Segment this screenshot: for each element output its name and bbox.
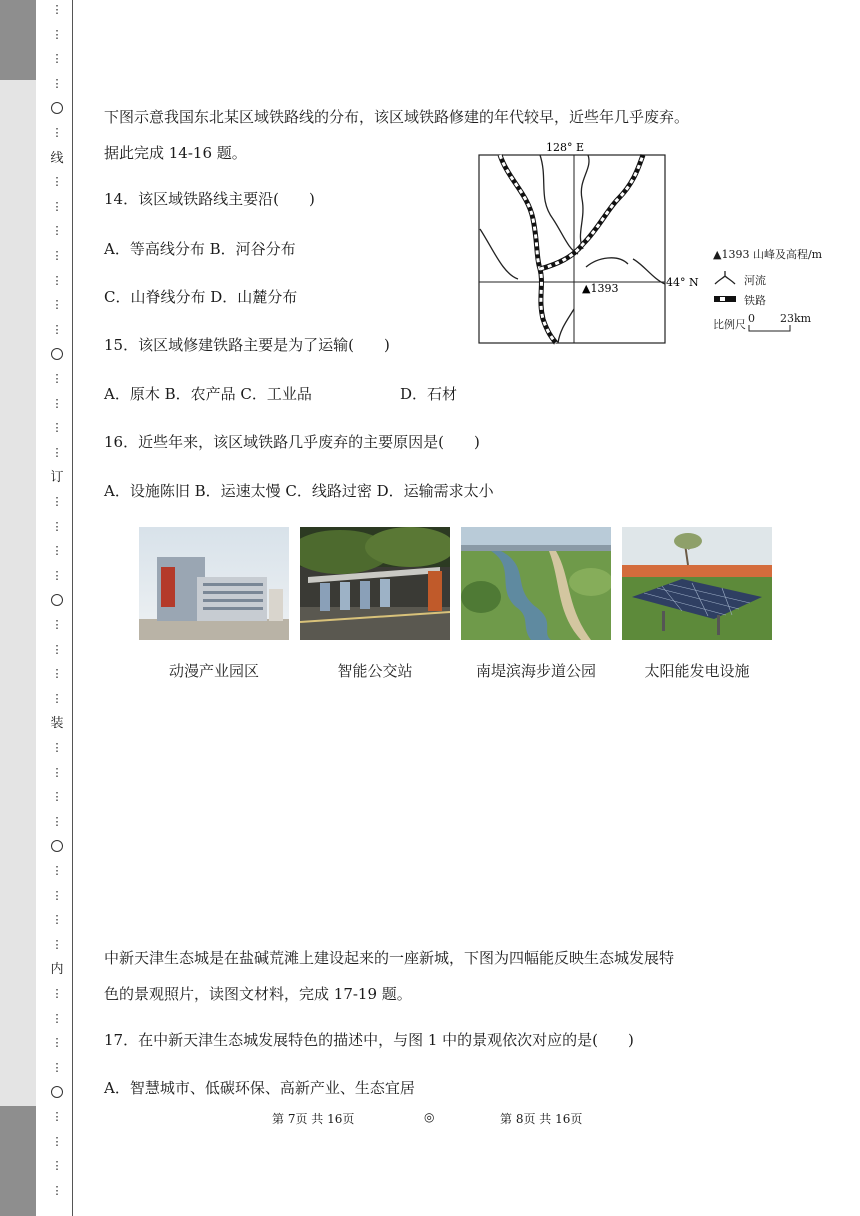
footer-divider: ◎ [424, 1110, 435, 1124]
question-15-stem: 15．该区域修建铁路主要是为了运输( ) [104, 336, 390, 354]
binding-dots: ⋮ [51, 372, 63, 385]
binding-dots: ⋮ [51, 273, 63, 287]
legend-river: 河流 [744, 274, 766, 287]
binding-dots: ⋮ [51, 568, 63, 582]
binding-dots: ⋮ [51, 199, 63, 213]
question-14-stem: 14．该区域铁路线主要沿( ) [104, 190, 315, 208]
binding-dots: ⋮ [51, 544, 63, 558]
binding-dots: ⋮ [51, 1110, 63, 1123]
binding-dots: ⋮ [51, 421, 63, 435]
binding-margin-top-block [0, 0, 36, 80]
binding-char: 装 [50, 716, 64, 732]
map-peak-label: ▲1393 [582, 282, 619, 295]
binding-dots: ⋮ [51, 27, 63, 41]
binding-circle [51, 102, 63, 114]
question-17-option-a: A．智慧城市、低碳环保、高新产业、生态宜居 [104, 1079, 415, 1097]
binding-circle [51, 1086, 63, 1098]
question-14-options-ab: A．等高线分布 B．河谷分布 [104, 240, 296, 258]
railway-map [478, 139, 823, 349]
legend-scale-label: 比例尺 [713, 318, 746, 331]
legend-rail: 铁路 [744, 294, 766, 307]
binding-dots: ⋮ [51, 76, 63, 90]
legend-river-icon [713, 270, 737, 286]
question-14-options-cd: C．山脊线分布 D．山麓分布 [104, 288, 298, 306]
binding-dots: ⋮ [51, 790, 63, 804]
binding-circle [51, 840, 63, 852]
intro-2-text-line2: 色的景观照片，读图文材料，完成 17-19 题。 [104, 985, 412, 1003]
binding-char: 内 [50, 962, 64, 978]
binding-column [46, 0, 68, 1216]
legend-peak: ▲1393 山峰及高程/m [713, 248, 823, 261]
binding-dots: ⋮ [51, 913, 63, 927]
intro-2-text-line1: 中新天津生态城是在盐碱荒滩上建设起来的一座新城，下图为四幅能反映生态城发展特 [104, 949, 675, 967]
binding-circle [51, 594, 63, 606]
binding-dots: ⋮ [51, 224, 63, 238]
binding-dots: ⋮ [51, 1060, 63, 1074]
binding-dots: ⋮ [51, 126, 63, 139]
photo-caption-4: 太阳能发电设施 [644, 662, 750, 680]
photo-solar-power-facility [622, 527, 772, 640]
intro-text-line2: 据此完成 14-16 题。 [104, 144, 247, 162]
binding-dots: ⋮ [51, 741, 63, 754]
binding-margin [0, 0, 36, 1216]
binding-dots: ⋮ [51, 52, 63, 66]
legend-scale-end: 23km [780, 312, 812, 325]
legend-scale-zero: 0 [748, 312, 755, 325]
question-16-stem: 16．近些年来，该区域铁路几乎废弃的主要原因是( ) [104, 433, 480, 451]
question-15-options-abc: A．原木 B．农产品 C．工业品 [104, 385, 312, 403]
photo-south-dike-coastal-park [461, 527, 611, 640]
binding-dots: ⋮ [51, 765, 63, 779]
question-16-options: A．设施陈旧 B．运速太慢 C．线路过密 D．运输需求太小 [104, 482, 494, 500]
binding-dots: ⋮ [51, 298, 63, 312]
footer-page-right: 第 8页 共 16页 [500, 1112, 583, 1126]
binding-dots: ⋮ [51, 667, 63, 681]
legend-scale-bar [748, 325, 792, 333]
binding-char: 订 [50, 470, 64, 486]
map-latitude-label: 44° N [666, 276, 699, 289]
photo-caption-1: 动漫产业园区 [168, 662, 259, 680]
binding-dots: ⋮ [51, 1183, 63, 1197]
map-longitude-label: 128° E [546, 141, 585, 154]
binding-dots: ⋮ [51, 814, 63, 828]
binding-dots: ⋮ [51, 987, 63, 1000]
legend-rail-icon [713, 294, 737, 304]
binding-dots: ⋮ [51, 888, 63, 902]
binding-dots: ⋮ [51, 618, 63, 631]
intro-text-line1: 下图示意我国东北某区域铁路线的分布，该区域铁路修建的年代较早，近些年几乎废弃。 [104, 108, 690, 126]
binding-circle [51, 348, 63, 360]
binding-margin-bottom-block [0, 1106, 36, 1216]
binding-dots: ⋮ [51, 642, 63, 656]
binding-dots: ⋮ [51, 175, 63, 189]
photo-caption-3: 南堤滨海步道公园 [475, 662, 596, 680]
photo-animation-industrial-park [139, 527, 289, 640]
binding-char: 线 [50, 150, 64, 166]
binding-dots: ⋮ [51, 937, 63, 951]
binding-dots: ⋮ [51, 495, 63, 508]
binding-dots: ⋮ [51, 1036, 63, 1050]
binding-dots: ⋮ [51, 3, 63, 16]
railway-map-figure [478, 139, 823, 349]
binding-dots: ⋮ [51, 445, 63, 459]
binding-dots: ⋮ [51, 396, 63, 410]
footer-page-left: 第 7页 共 16页 [272, 1112, 355, 1126]
photo-smart-bus-station [300, 527, 450, 640]
question-15-option-d: D．石材 [400, 385, 458, 403]
binding-dots: ⋮ [51, 1011, 63, 1025]
binding-dots: ⋮ [51, 322, 63, 336]
binding-dots: ⋮ [51, 519, 63, 533]
binding-dots: ⋮ [51, 249, 63, 262]
binding-line [72, 0, 73, 1216]
photo-caption-2: 智能公交站 [337, 662, 413, 680]
binding-dots: ⋮ [51, 1134, 63, 1148]
binding-dots: ⋮ [51, 1159, 63, 1173]
question-17-stem: 17．在中新天津生态城发展特色的描述中，与图 1 中的景观依次对应的是( ) [104, 1031, 634, 1049]
binding-dots: ⋮ [51, 864, 63, 877]
binding-dots: ⋮ [51, 691, 63, 705]
